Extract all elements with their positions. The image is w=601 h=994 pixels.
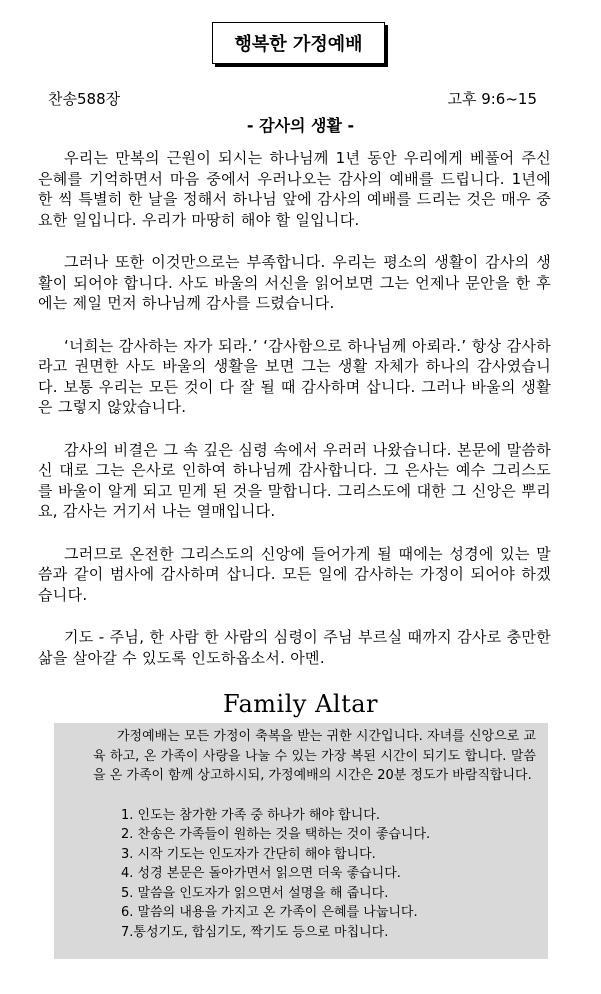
rule-item: 4. 성경 본문은 돌아가면서 읽으면 더욱 좋습니다. — [121, 866, 401, 881]
prayer-paragraph: 기도 - 주님, 한 사람 한 사람의 심령이 주님 부르실 때까지 감사로 충만한 삶을 살아갈 수 있도록 인도하옵소서. 아멘. — [38, 628, 551, 667]
sermon-subtitle: - 감사의 생활 - — [246, 116, 355, 135]
rule-item: 1. 인도는 참가한 가족 중 하나가 해야 합니다. — [121, 807, 380, 823]
family-altar-intro: 가정예배는 모든 가정이 축복을 받는 귀한 시간입니다. 자녀를 신앙으로 교육 하고, 온 가족이 사랑을 나눌 수 있는 가장 복된 시간이 되기도 합니다. 말씀을 온 가족이 함께 상고하시되, 가정예배의 시간은 20분 정도가 바람직합니다. — [93, 729, 536, 783]
sermon-paragraph: 우리는 만복의 근원이 되시는 하나님께 1년 동안 우리에게 베풀어 주신 은혜를 기억하면서 마음 중에서 우러나오는 감사의 예배를 드립니다. 1년에 한 씩 특별히 한 날을 정해서 하나님 앞에 감사의 예배를 드리는 것은 매우 중요한 일입니다. 우리가 마땅히 해야 할 일입니다. — [38, 149, 551, 229]
sermon-paragraph: 감사의 비결은 그 속 깊은 심령 속에서 우러러 나왔습니다. 본문에 말씀하신 대로 그는 은사로 인하여 하나님께 감사합니다. 그 은사는 예수 그리스도를 바울이 알게 되고 믿게 된 것을 말합니다. 그리스도에 대한 그 신앙은 뿌리요, 감사는 거기서 나는 열매입니다. — [38, 440, 551, 520]
sermon-body — [38, 148, 551, 690]
rule-item: 6. 말씀의 내용을 가지고 온 가족이 은혜를 나눕니다. — [121, 905, 418, 920]
rule-item: 2. 찬송은 가족들이 원하는 것을 택하는 것이 좋습니다. — [121, 827, 431, 842]
rule-item: 5. 말씀을 인도자가 읽으면서 설명을 해 줍니다. — [121, 885, 389, 901]
rule-item: 3. 시작 기도는 인도자가 간단히 해야 합니다. — [121, 846, 376, 862]
rule-item: 7.통성기도, 합심기도, 짝기도 등으로 마칩니다. — [121, 924, 389, 940]
sermon-paragraph: ‘너희는 감사하는 자가 되라.’ ‘감사함으로 하나님께 아뢰라.’ 항상 감사하라고 권면한 사도 바울의 생활을 보면 그는 생활 자체가 하나의 감사였습니다. 보통 우리는 모든 것이 다 잘 될 때 감사하며 삽니다. 그러나 바울의 생활은 그렇지 않았습니다. — [38, 336, 551, 416]
sermon-paragraph: 그러므로 온전한 그리스도의 신앙에 들어가게 될 때에는 성경에 있는 말씀과 같이 범사에 감사하며 삽니다. 모든 일에 감사하는 가정이 되어야 하겠습니다. — [38, 544, 551, 604]
family-altar-box — [54, 723, 548, 959]
scripture-reference: 고후 9:6~15 — [447, 90, 537, 108]
family-altar-rules — [93, 806, 536, 943]
hymn-number: 찬송588장 — [48, 90, 121, 108]
sermon-paragraph: 그러나 또한 이것만으로는 부족합니다. 우리는 평소의 생활이 감사의 생활이 되어야 합니다. 사도 바울의 서신을 읽어보면 그는 언제나 문안을 한 후에는 제일 먼저 하나님께 감사를 드렸습니다. — [38, 253, 551, 312]
page-title: 행복한 가정예배 — [212, 22, 385, 64]
family-altar-title: Family Altar — [222, 690, 379, 718]
